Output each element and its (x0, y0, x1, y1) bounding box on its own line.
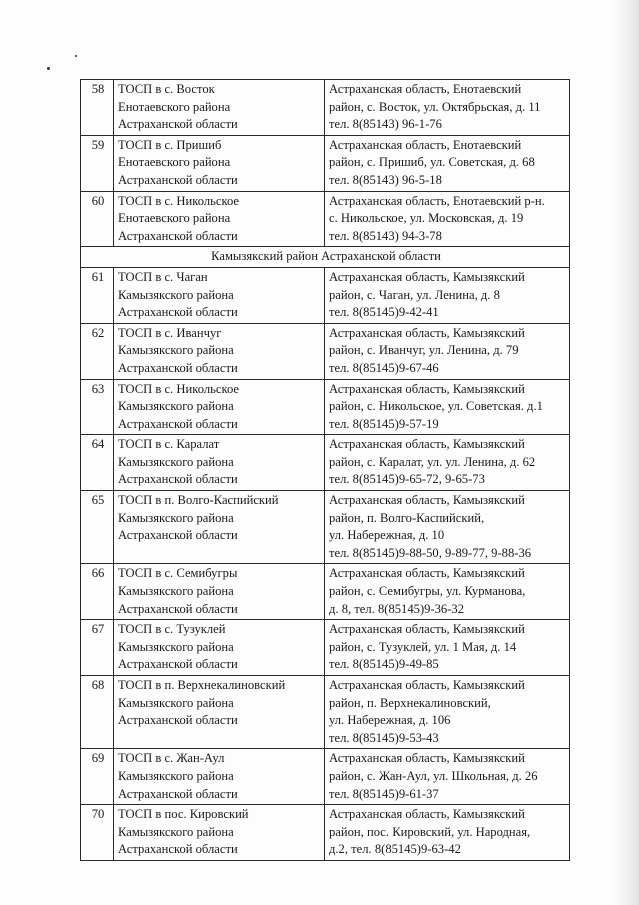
address-cell (325, 805, 570, 861)
address-line: ул. Набережная, д. 10 (329, 528, 445, 543)
row-number: 70 (81, 805, 114, 861)
address-line: Астраханская область, Камызякский (329, 493, 525, 508)
address-cell (325, 379, 570, 435)
section-title: Камызякский район Астраханской области (81, 247, 570, 268)
address-line: тел. 8(85145)9-65-72, 9-65-73 (329, 472, 485, 487)
table-row (81, 135, 570, 191)
address-line: район, п. Верхнекалиновский, (329, 695, 491, 710)
office-name-line: Астраханской области (118, 528, 238, 543)
table-row (81, 805, 570, 861)
address-line: тел. 8(85145)9-61-37 (329, 786, 439, 801)
address-line: тел. 8(85145)9-42-41 (329, 305, 439, 320)
address-line: район, с. Иванчуг, ул. Ленина, д. 79 (329, 343, 519, 358)
address-cell (325, 620, 570, 676)
office-name-cell (114, 80, 325, 136)
address-cell (325, 191, 570, 247)
address-line: тел. 8(85145)9-53-43 (329, 730, 439, 745)
office-name-cell (114, 379, 325, 435)
office-name-line: ТОСП в пос. Кировский (118, 807, 249, 822)
office-name-line: Камызякского района (118, 510, 234, 525)
address-line: район, с. Восток, ул. Октябрьская, д. 11 (329, 99, 541, 114)
registry-table-body (81, 80, 570, 861)
office-name-line: ТОСП в с. Жан-Аул (118, 751, 225, 766)
row-number: 63 (81, 379, 114, 435)
address-line: с. Никольское, ул. Московская, д. 19 (329, 211, 524, 226)
office-name-line: Астраханской области (118, 657, 238, 672)
office-name-line: ТОСП в с. Каралат (118, 437, 220, 452)
address-line: Астраханская область, Камызякский (329, 325, 525, 340)
office-name-line: ТОСП в п. Волго-Каспийский (118, 493, 279, 508)
office-name-line: Камызякского района (118, 454, 234, 469)
office-name-line: ТОСП в с. Восток (118, 82, 215, 96)
office-name-line: ТОСП в с. Никольское (118, 381, 239, 396)
address-line: тел. 8(85143) 94-3-78 (329, 228, 442, 243)
office-name-cell (114, 620, 325, 676)
table-row (81, 564, 570, 620)
scan-speck (75, 55, 77, 57)
office-name-line: ТОСП в с. Никольское (118, 193, 239, 208)
address-line: Астраханская область, Камызякский (329, 269, 525, 284)
address-line: Астраханская область, Енотаевский р-н. (329, 193, 545, 208)
address-line: д. 8, тел. 8(85145)9-36-32 (329, 601, 465, 616)
table-row (81, 620, 570, 676)
office-name-line: Камызякского района (118, 639, 234, 654)
address-cell (325, 80, 570, 136)
table-row (81, 379, 570, 435)
office-name-line: Астраханской области (118, 786, 238, 801)
office-name-line: Камызякского района (118, 343, 234, 358)
office-name-line: Камызякского района (118, 695, 234, 710)
row-number: 66 (81, 564, 114, 620)
office-name-line: Енотаевского района (118, 155, 231, 170)
office-name-line: Астраханской области (118, 305, 238, 320)
office-name-cell (114, 435, 325, 491)
office-name-line: ТОСП в с. Чаган (118, 269, 208, 284)
address-cell (325, 323, 570, 379)
office-name-line: Астраханской области (118, 228, 238, 243)
office-name-line: Енотаевского района (118, 99, 231, 114)
office-name-line: Астраханской области (118, 117, 238, 132)
scan-edge-shadow (613, 0, 639, 905)
table-row (81, 323, 570, 379)
row-number: 64 (81, 435, 114, 491)
office-name-line: ТОСП в с. Иванчуг (118, 325, 222, 340)
office-name-line: Астраханской области (118, 360, 238, 375)
address-line: тел. 8(85145)9-67-46 (329, 360, 439, 375)
table-row (81, 749, 570, 805)
address-line: тел. 8(85145)9-88-50, 9-89-77, 9-88-36 (329, 545, 532, 560)
address-line: Астраханская область, Енотаевский (329, 137, 522, 152)
office-name-cell (114, 805, 325, 861)
row-number: 62 (81, 323, 114, 379)
office-name-line: Астраханской области (118, 713, 238, 728)
row-number: 61 (81, 267, 114, 323)
table-row (81, 435, 570, 491)
office-name-cell (114, 191, 325, 247)
address-line: район, с. Никольское, ул. Советская. д.1 (329, 399, 543, 414)
office-name-line: Астраханской области (118, 172, 238, 187)
office-name-cell (114, 749, 325, 805)
address-line: тел. 8(85145)9-49-85 (329, 657, 439, 672)
office-name-line: ТОСП в с. Тузуклей (118, 622, 226, 637)
row-number: 68 (81, 676, 114, 749)
office-name-cell (114, 323, 325, 379)
office-name-line: Камызякского района (118, 824, 234, 839)
address-cell (325, 749, 570, 805)
office-name-line: Камызякского района (118, 584, 234, 599)
address-line: Астраханская область, Камызякский (329, 807, 525, 822)
office-name-cell (114, 491, 325, 564)
office-name-line: Камызякского района (118, 287, 234, 302)
address-line: район, с. Чаган, ул. Ленина, д. 8 (329, 287, 500, 302)
office-name-cell (114, 267, 325, 323)
office-name-line: ТОСП в с. Пришиб (118, 137, 222, 152)
address-line: район, с. Тузуклей, ул. 1 Мая, д. 14 (329, 639, 517, 654)
address-line: Астраханская область, Камызякский (329, 437, 525, 452)
address-line: район, с. Семибугры, ул. Курманова, (329, 584, 526, 599)
section-header-row (81, 247, 570, 268)
table-row (81, 80, 570, 136)
table-row (81, 676, 570, 749)
office-name-line: Енотаевского района (118, 211, 231, 226)
address-line: тел. 8(85143) 96-1-76 (329, 117, 442, 132)
row-number: 59 (81, 135, 114, 191)
office-name-line: Астраханской области (118, 842, 238, 857)
address-line: тел. 8(85145)9-57-19 (329, 416, 439, 431)
address-line: д.2, тел. 8(85145)9-63-42 (329, 842, 461, 857)
office-name-line: Астраханской области (118, 416, 238, 431)
registry-table (80, 79, 570, 861)
address-cell (325, 267, 570, 323)
address-cell (325, 135, 570, 191)
office-name-line: Камызякского района (118, 768, 234, 783)
office-name-line: Камызякского района (118, 399, 234, 414)
row-number: 60 (81, 191, 114, 247)
office-name-line: ТОСП в п. Верхнекалиновский (118, 678, 286, 692)
table-row (81, 491, 570, 564)
address-line: район, с. Каралат, ул. ул. Ленина, д. 62 (329, 454, 536, 469)
scan-speck (47, 67, 50, 70)
address-line: район, п. Волго-Каспийский, (329, 510, 485, 525)
address-line: район, с. Жан-Аул, ул. Школьная, д. 26 (329, 768, 538, 783)
row-number: 69 (81, 749, 114, 805)
address-cell (325, 676, 570, 749)
address-cell (325, 491, 570, 564)
address-line: тел. 8(85143) 96-5-18 (329, 172, 442, 187)
row-number: 58 (81, 80, 114, 136)
table-row (81, 191, 570, 247)
office-name-cell (114, 676, 325, 749)
office-name-cell (114, 564, 325, 620)
address-cell (325, 435, 570, 491)
address-line: Астраханская область, Камызякский (329, 622, 525, 637)
address-cell (325, 564, 570, 620)
address-line: Астраханская область, Камызякский (329, 566, 525, 581)
address-line: Астраханская область, Камызякский (329, 678, 525, 692)
row-number: 65 (81, 491, 114, 564)
address-line: ул. Набережная, д. 106 (329, 713, 451, 728)
address-line: район, пос. Кировский, ул. Народная, (329, 824, 531, 839)
address-line: Астраханская область, Камызякский (329, 381, 525, 396)
address-line: Астраханская область, Камызякский (329, 751, 525, 766)
office-name-line: Астраханской области (118, 601, 238, 616)
office-name-line: ТОСП в с. Семибугры (118, 566, 238, 581)
table-row (81, 267, 570, 323)
address-line: Астраханская область, Енотаевский (329, 82, 522, 96)
row-number: 67 (81, 620, 114, 676)
address-line: район, с. Пришиб, ул. Советская, д. 68 (329, 155, 535, 170)
office-name-line: Астраханской области (118, 472, 238, 487)
office-name-cell (114, 135, 325, 191)
